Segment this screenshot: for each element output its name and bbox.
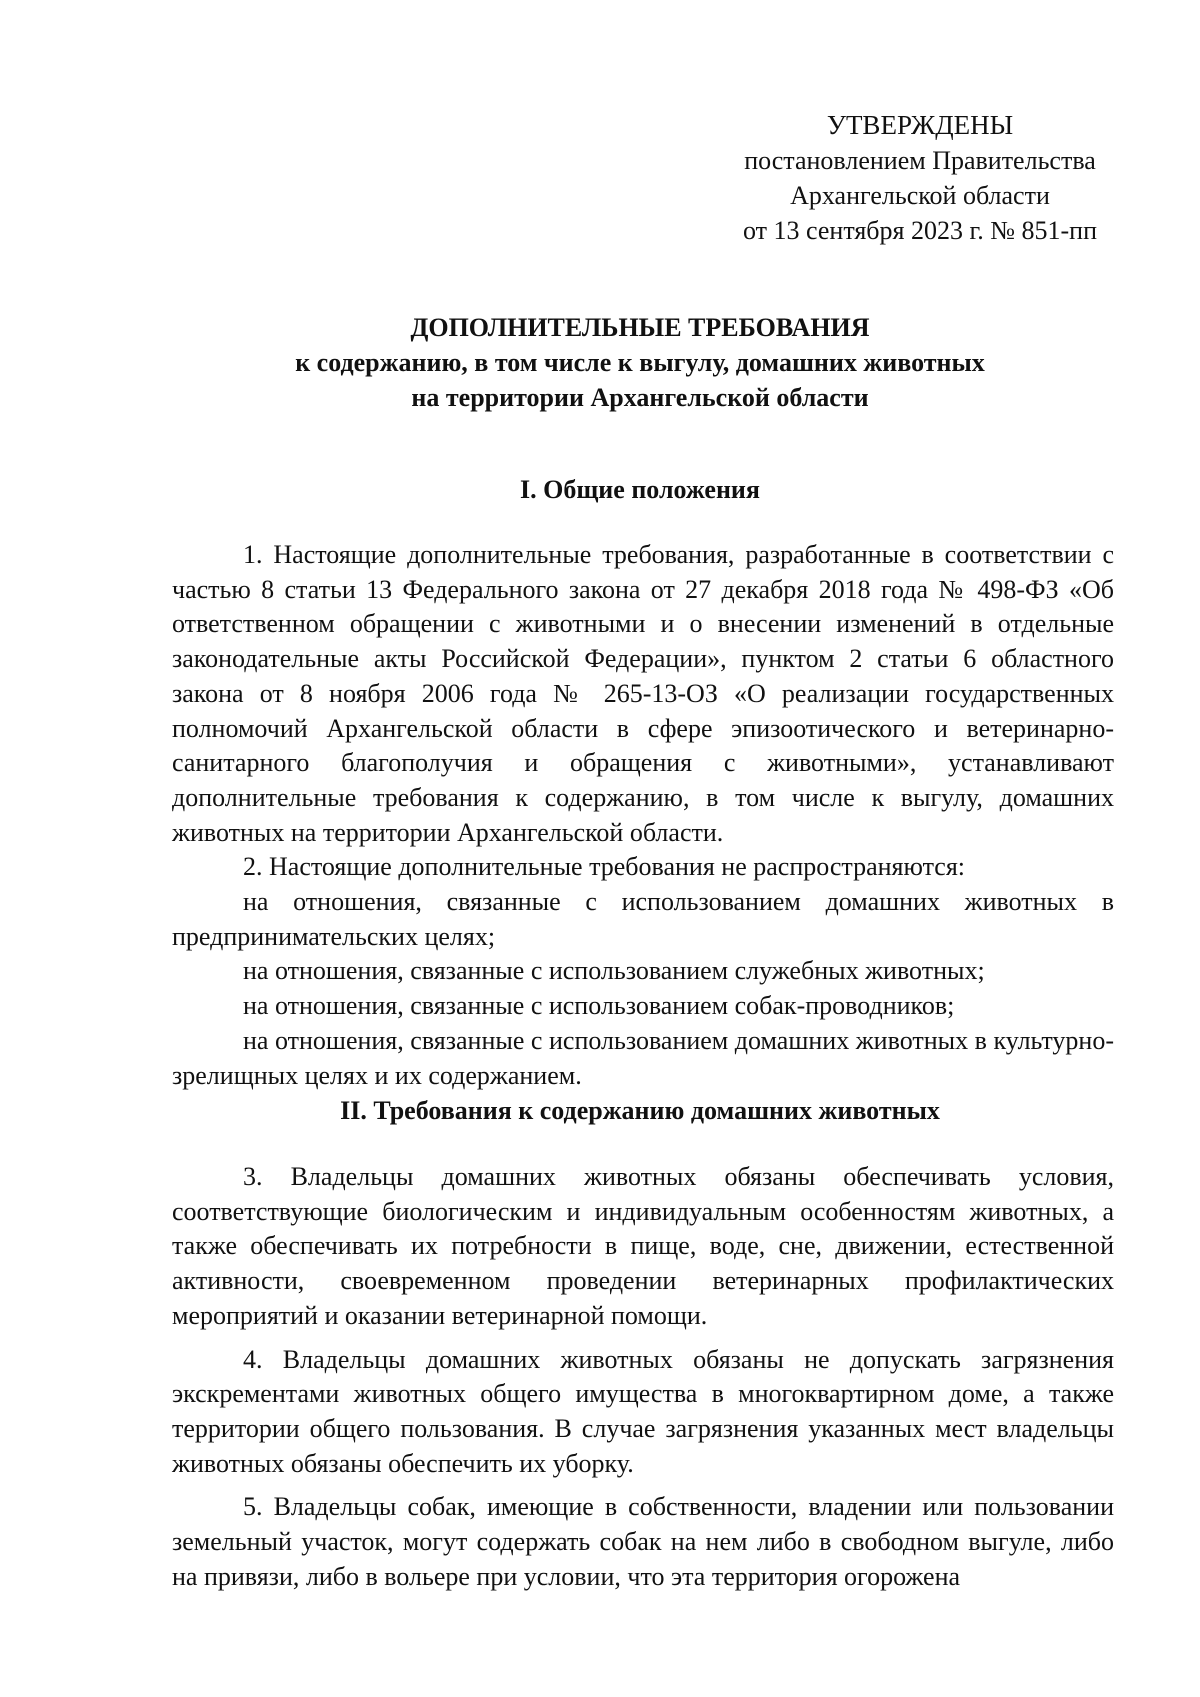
title-line-3: на территории Архангельской области [411,383,869,412]
section-body-requirements [172,1160,1114,1594]
paragraph-4: 4. Владельцы домашних животных обязаны не допускать загрязнения экскрементами животных общего имущества в многоквартирном доме, а также территории общего пользования. В случае загрязнения указанных мест владельцы животных обязаны обеспечить их уборку. [172,1344,1114,1478]
paragraph-2-item-2: на отношения, связанные с использованием служебных животных; [243,956,985,986]
paragraph-2-item-4: на отношения, связанные с использованием домашних животных в культурно-зрелищных целях и их содержанием. [172,1025,1114,1090]
title-line-1: ДОПОЛНИТЕЛЬНЫЕ ТРЕБОВАНИЯ [410,313,870,342]
title-line-2: к содержанию, в том числе к выгулу, домашних животных [295,348,985,377]
approval-line-1: постановлением Правительства [744,146,1096,175]
paragraph-3: 3. Владельцы домашних животных обязаны обеспечивать условия, соответствующие биологическим и индивидуальным особенностям животных, а также обеспечивать их потребности в пище, воде, сне, движении, естественной активности, своевременном проведении ветеринарных профилактических мероприятий и оказании ветеринарной помощи. [172,1162,1114,1330]
paragraph-2: 2. Настоящие дополнительные требования не распространяются: [243,852,965,882]
approval-stamp [720,108,1120,248]
paragraph-2-item-1: на отношения, связанные с использованием домашних животных в предпринимательских целях; [172,887,1114,951]
approval-heading: УТВЕРЖДЕНЫ [826,110,1014,140]
approval-line-3: от 13 сентября 2023 г. № 851-пп [742,216,1098,245]
paragraph-2-item-3: на отношения, связанные с использованием собак-проводников; [243,991,955,1021]
approval-line-2: Архангельской области [790,181,1050,210]
section-heading-general: I. Общие положения [520,475,760,504]
section-body-general [172,538,1114,1093]
paragraph-5: 5. Владельцы собак, имеющие в собственности, владении или пользовании земельный участок, могут содержать собак на нем либо в свободном выгуле, либо на привязи, либо в вольере при условии, что эта территория огорожена [172,1492,1114,1591]
document-title [170,310,1110,415]
paragraph-1: 1. Настоящие дополнительные требования, разработанные в соответствии с частью 8 статьи 13 Федерального закона от 27 декабря 2018 года № 498-ФЗ «Об ответственном обращении с животными и о внесении изменений в отдельные законодательные акты Российской Федерации», пунктом 2 статьи 6 областного закона от 8 ноября 2006 года № 265-13-ОЗ «О реализации государственных полномочий Архангельской области в сфере эпизоотического и ветеринарно-санитарного благополучия и обращения с животными», устанавливают дополнительные требования к содержанию, в том числе к выгулу, домашних животных на территории Архангельской области. [172,540,1114,847]
section-heading-requirements: II. Требования к содержанию домашних животных [340,1096,940,1125]
